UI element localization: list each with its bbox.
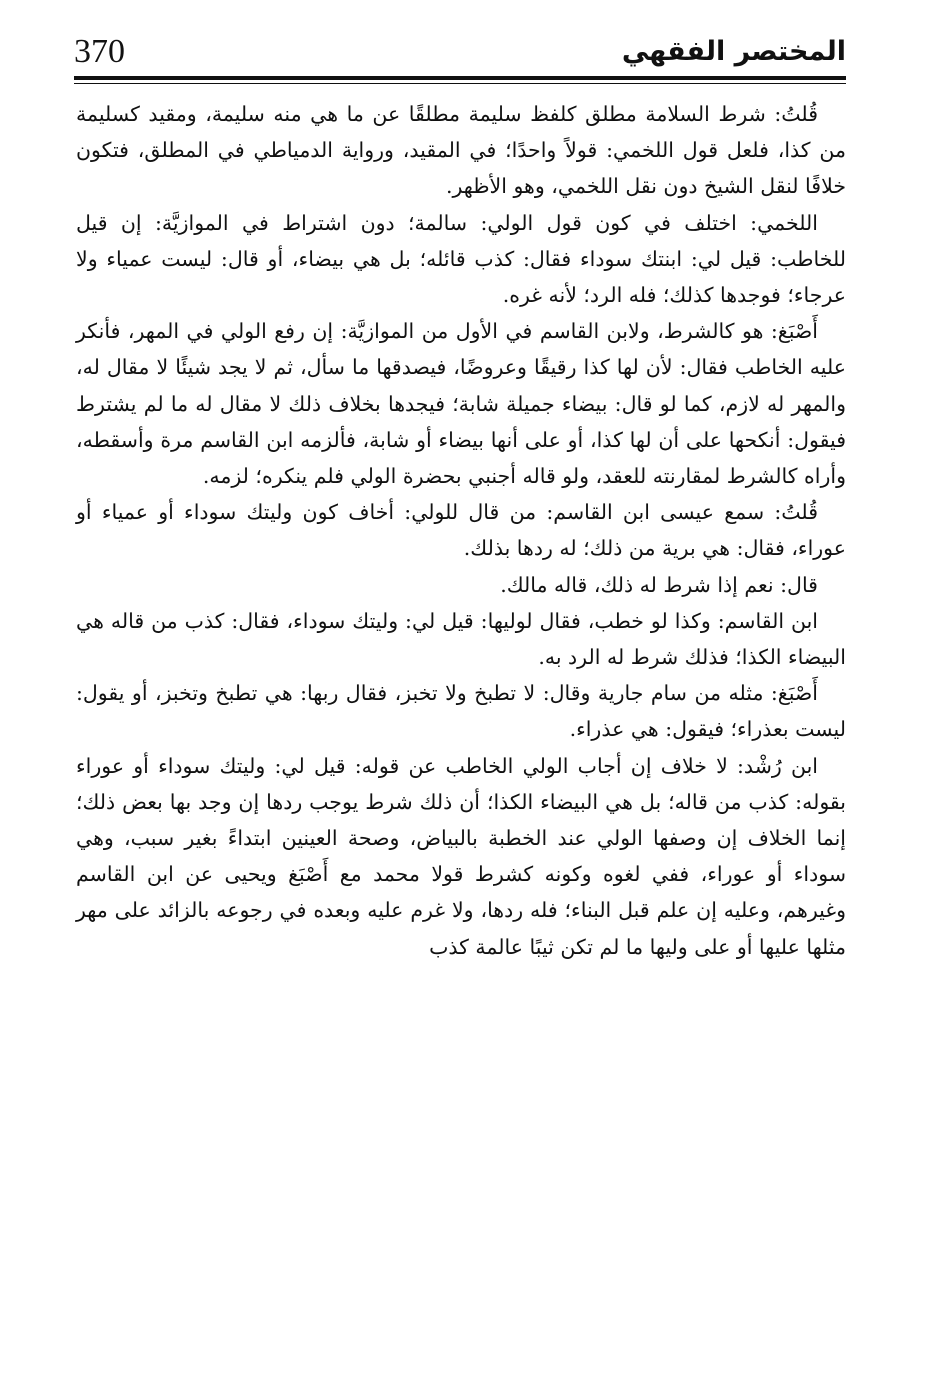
paragraph: أَصْبَغ: هو كالشرط، ولابن القاسم في الأول من الموازيَّة: إن رفع الولي في المهر، فأنكر عليه الخاطب فقال: لأن لها كذا رقيقًا وعروضًا، فيصدقها ما سأل، ثم لا يجد شيئًا لا مقال له، والمهر له لازم، كما لو قال: بيضاء جميلة شابة؛ فيجدها بخلاف ذلك لا مقال له ما لم يشترط فيقول: أنكحها على أن لها كذا، أو على أنها بيضاء أو شابة، فألزمه ابن القاسم مرة وأسقطه، وأراه كالشرط لمقارنته للعقد، ولو قاله أجنبي بحضرة الولي فلم ينكره؛ لزمه. [76,319,846,489]
book-title: المختصر الفقهي [621,36,846,67]
header-rule-thick [74,76,846,80]
paragraph: أَصْبَغ: مثله من سام جارية وقال: لا تطبخ ولا تخبز، فقال ربها: هي تطبخ وتخبز، أو يقول: ليست بعذراء؛ فيقول: هي عذراء. [76,681,846,742]
page-header [74,24,846,76]
page-number: 370 [74,33,125,70]
paragraph: ابن القاسم: وكذا لو خطب، فقال لوليها: قيل لي: وليتك سوداء، فقال: كذب من قاله هي البيضاء الكذا؛ فذلك شرط له الرد به. [76,608,846,670]
paragraph: قال: نعم إذا شرط له ذلك، قاله مالك. [500,572,818,597]
paragraph: اللخمي: اختلف في كون قول الولي: سالمة؛ دون اشتراط في الموازيَّة: إن قيل للخاطب: قيل لي: ابنتك سوداء فقال: كذب قائله؛ بل هي بيضاء، أو قال: ليست عمياء ولا عرجاء؛ فوجدها كذلك؛ فله الرد؛ لأنه غره. [76,210,846,308]
header-rule-thin [74,83,846,84]
paragraph: قُلتُ: شرط السلامة مطلق كلفظ سليمة مطلقًا عن ما هي منه سليمة، ومقيد كسليمة من كذا، فلعل قول اللخمي: قولاً واحدًا؛ في المقيد، ورواية الدمياطي في المطلق، فتكون خلافًا لنقل الشيخ دون نقل اللخمي، وهو الأظهر. [76,102,846,199]
body-text [76,96,846,965]
paragraph: قُلتُ: سمع عيسى ابن القاسم: من قال للولي: أخاف كون وليتك سوداء أو عمياء أو عوراء، فقال: هي برية من ذلك؛ له ردها بذلك. [76,500,846,561]
paragraph: ابن رُشْد: لا خلاف إن أجاب الولي الخاطب عن قوله: قيل لي: وليتك سوداء أو عوراء بقوله: كذب من قاله؛ بل هي البيضاء الكذا؛ أن ذلك شرط يوجب ردها إن وجد بها بعض ذلك؛ إنما الخلاف إن وصفها الولي عند الخطبة بالبياض، وصحة العينين ابتداءً بغير سبب، وهي سوداء أو عوراء، ففي لغوه وكونه كشرط قولا محمد مع أَصْبَغ ويحيى عن ابن القاسم وغيرهم، وعليه إن علم قبل البناء؛ فله ردها، ولا غرم عليه وبعده في رجوعه بالزائد على مهر مثلها عليها أو على وليها ما لم تكن ثيبًا عالمة كذب [76,753,846,959]
